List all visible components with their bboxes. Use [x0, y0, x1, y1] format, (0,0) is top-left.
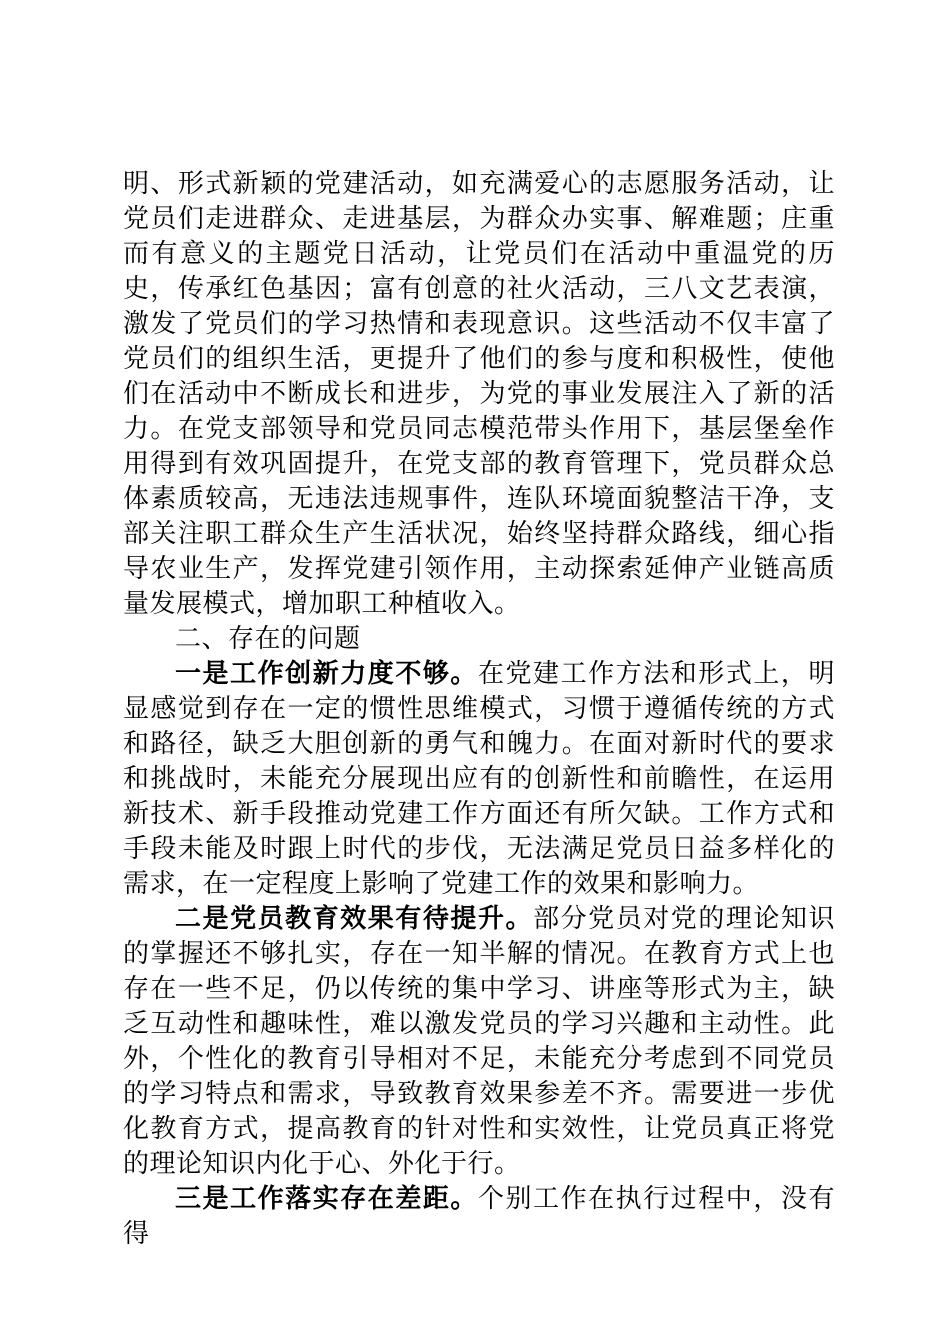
paragraph: [123, 901, 835, 1181]
text-run: 个别工作在执行过程中，没有得: [123, 1183, 835, 1248]
text-run: 在党建工作方法和形式上，明显感觉到存在一定的惯性思维模式，习惯于遵循传统的方式和路径，缺乏大胆创新的勇气和魄力。在面对新时代的要求和挑战时，未能充分展现出应有的创新性和前瞻性，在运用新技术、新手段推动党建工作方面还有所欠缺。工作方式和手段未能及时跟上时代的步伐，无法满足党员日益多样化的需求，在一定程度上影响了党建工作的效果和影响力。: [123, 658, 835, 898]
bold-text-run: 三是工作落实存在差距。: [175, 1183, 478, 1213]
paragraph: [123, 621, 835, 656]
bold-text-run: 二是党员教育效果有待提升。: [175, 903, 534, 933]
paragraph: [123, 1181, 835, 1251]
text-run: 部分党员对党的理论知识的掌握还不够扎实，存在一知半解的情况。在教育方式上也存在一些不足，仍以传统的集中学习、讲座等形式为主，缺乏互动性和趣味性，难以激发党员的学习兴趣和主动性。此外，个性化的教育引导相对不足，未能充分考虑到不同党员的学习特点和需求，导致教育效果参差不齐。需要进一步优化教育方式，提高教育的针对性和实效性，让党员真正将党的理论知识内化于心、外化于行。: [123, 903, 835, 1178]
text-run: 二、存在的问题: [175, 623, 361, 653]
paragraph: [123, 166, 835, 621]
bold-text-run: 一是工作创新力度不够。: [175, 658, 478, 688]
document-body: [123, 166, 835, 1251]
paragraph: [123, 656, 835, 901]
text-run: 明、形式新颖的党建活动，如充满爱心的志愿服务活动，让党员们走进群众、走进基层，为群众办实事、解难题；庄重而有意义的主题党日活动，让党员们在活动中重温党的历史，传承红色基因；富有创意的社火活动，三八文艺表演，激发了党员们的学习热情和表现意识。这些活动不仅丰富了党员们的组织生活，更提升了他们的参与度和积极性，使他们在活动中不断成长和进步，为党的事业发展注入了新的活力。在党支部领导和党员同志模范带头作用下，基层堡垒作用得到有效巩固提升，在党支部的教育管理下，党员群众总体素质较高，无违法违规事件，连队环境面貌整洁干净，支部关注职工群众生产生活状况，始终坚持群众路线，细心指导农业生产，发挥党建引领作用，主动探索延伸产业链高质量发展模式，增加职工种植收入。: [123, 168, 835, 618]
